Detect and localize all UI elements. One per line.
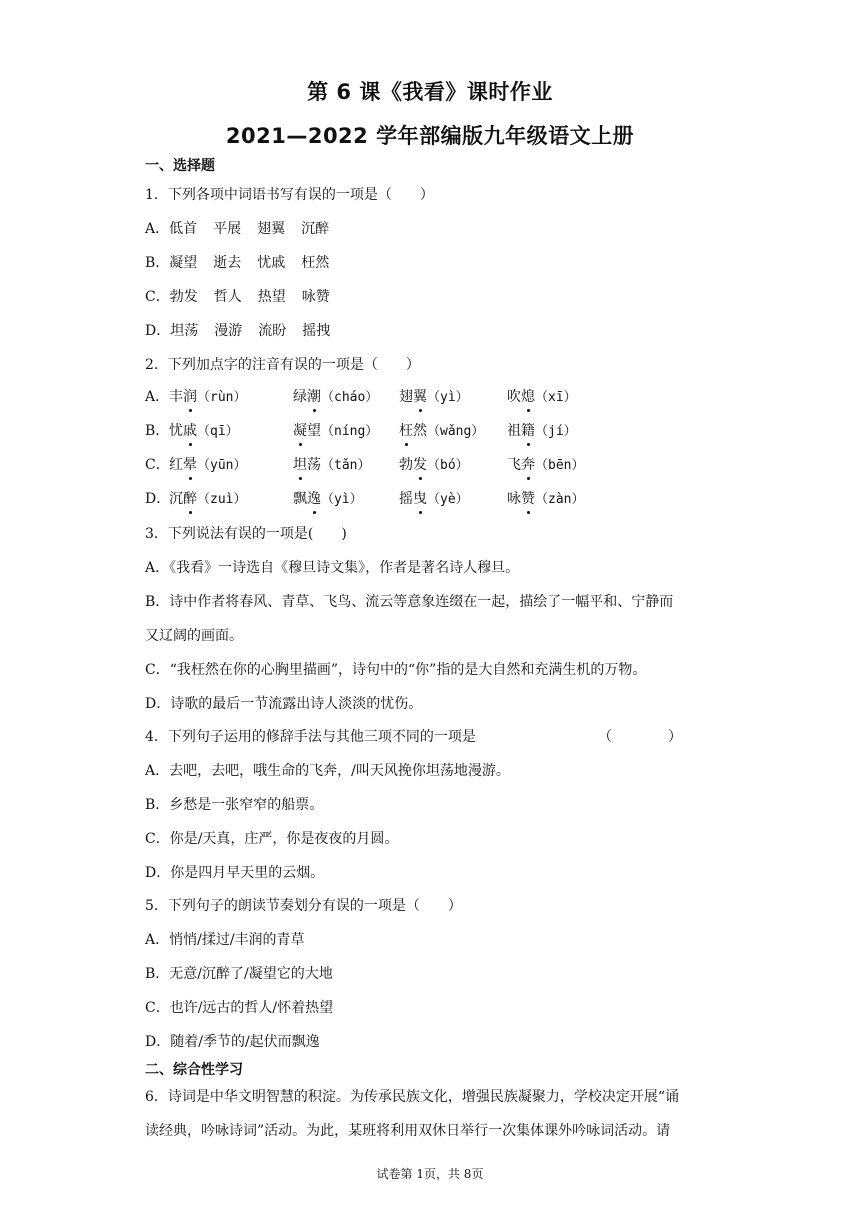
option-word: 勃发 (169, 289, 198, 305)
dotted-character: 枉 (399, 423, 413, 439)
option-label: A． (145, 389, 170, 405)
pinyin: （níng） (321, 424, 379, 439)
option-label: D． (145, 323, 171, 339)
pinyin-item (293, 421, 378, 442)
pinyin-item (399, 455, 469, 476)
question-1-option-c (145, 287, 346, 307)
question-1-option-a (145, 219, 345, 239)
pinyin-item (169, 387, 246, 408)
word-prefix: 咏 (507, 491, 521, 507)
option-label: B． (145, 423, 170, 439)
option-label: C． (145, 289, 170, 305)
section-heading-choice: 一、选择题 (145, 158, 215, 174)
pinyin: （zuì） (197, 492, 247, 507)
dotted-character: 曳 (413, 491, 427, 507)
word-prefix: 绿 (293, 389, 307, 405)
word-prefix: 忧 (169, 423, 183, 439)
dotted-character: 凝 (293, 423, 307, 439)
question-5-option-a: A．悄悄/揉过/丰润的青草 (145, 932, 305, 948)
word-prefix: 丰 (169, 389, 183, 405)
pinyin-item (399, 387, 469, 408)
pinyin-item (293, 489, 363, 510)
question-5-stem: 5．下列句子的朗读节奏划分有误的一项是（ ） (145, 898, 462, 914)
pinyin-item (507, 421, 577, 442)
option-word: 凝望 (169, 255, 198, 271)
word-prefix: 红 (169, 457, 183, 473)
pinyin-item (507, 489, 584, 510)
pinyin: （rùn） (197, 390, 247, 405)
pinyin-item (507, 387, 577, 408)
pinyin-item (507, 455, 584, 476)
option-label: C． (145, 457, 170, 473)
dotted-character: 籍 (521, 423, 535, 439)
question-4-option-b: B．乡愁是一张窄窄的船票。 (145, 797, 324, 813)
question-5-option-c: C．也许/远古的哲人/怀着热望 (145, 1000, 334, 1016)
dotted-character: 晕 (183, 457, 197, 473)
word-prefix: 飘 (293, 491, 307, 507)
question-4-option-c: C．你是/天真，庄严，你是夜夜的月圆。 (145, 831, 399, 847)
pinyin-item (293, 455, 370, 476)
dotted-character: 奔 (521, 457, 535, 473)
word-prefix: 勃 (399, 457, 413, 473)
option-word: 翅翼 (257, 221, 286, 237)
pinyin: （jí） (535, 424, 577, 439)
word-suffix: 荡 (307, 457, 321, 473)
option-word: 热望 (257, 289, 286, 305)
question-4-stem: 4．下列句子运用的修辞手法与其他三项不同的一项是 (145, 729, 476, 745)
dotted-character: 坦 (293, 457, 307, 473)
question-5-option-d: D．随着/季节的/起伏而飘逸 (145, 1034, 320, 1050)
dotted-character: 逸 (307, 491, 321, 507)
section-heading-comprehensive: 二、综合性学习 (145, 1062, 243, 1078)
word-prefix: 摇 (399, 491, 413, 507)
option-word: 逝去 (213, 255, 242, 271)
question-3-option-b: B．诗中作者将春风、青草、飞鸟、流云等意象连缀在一起，描绘了一幅平和、宁静而 (145, 594, 674, 610)
option-word: 枉然 (301, 255, 330, 271)
word-suffix: 然 (413, 423, 427, 439)
question-3-stem: 3．下列说法有误的一项是( ) (145, 526, 347, 542)
question-1-option-d (145, 321, 346, 341)
pinyin: （yè） (427, 492, 469, 507)
pinyin: （yì） (321, 492, 363, 507)
option-word: 漫游 (214, 323, 243, 339)
pinyin: （xī） (535, 390, 577, 405)
pinyin: （cháo） (321, 390, 379, 405)
pinyin-item (169, 421, 239, 442)
option-label: A． (145, 221, 170, 237)
pinyin-item (293, 387, 378, 408)
dotted-character: 赞 (521, 491, 535, 507)
option-word: 忧戚 (257, 255, 286, 271)
pinyin: （yì） (427, 390, 469, 405)
dotted-character: 润 (183, 389, 197, 405)
option-word: 平展 (213, 221, 242, 237)
question-3-option-d: D．诗歌的最后一节流露出诗人淡淡的忧伤。 (145, 696, 423, 712)
question-3-option-b-continued: 又辽阔的画面。 (145, 628, 243, 644)
word-prefix: 飞 (507, 457, 521, 473)
word-prefix: 沉 (169, 491, 183, 507)
pinyin: （bó） (427, 458, 469, 473)
word-prefix: 吹 (507, 389, 521, 405)
dotted-character: 翼 (413, 389, 427, 405)
page-subtitle: 2021—2022 学年部编版九年级语文上册 (225, 124, 635, 148)
question-3-option-c: C．“我枉然在你的心胸里描画”，诗句中的“你”指的是大自然和充满生机的万物。 (145, 662, 647, 678)
option-word: 摇拽 (302, 323, 331, 339)
word-suffix: 望 (307, 423, 321, 439)
pinyin-item (399, 489, 469, 510)
pinyin: （yūn） (197, 458, 247, 473)
pinyin: （zàn） (535, 492, 585, 507)
option-label: D． (145, 491, 171, 507)
dotted-character: 发 (413, 457, 427, 473)
pinyin: （bēn） (535, 458, 585, 473)
question-4-option-a: A．去吧，去吧，哦生命的飞奔，/叫天风挽你坦荡地漫游。 (145, 763, 510, 779)
page-footer: 试卷第 1页，共 8页 (376, 1167, 484, 1181)
question-1-option-b (145, 253, 345, 273)
option-word: 坦荡 (170, 323, 199, 339)
option-word: 哲人 (213, 289, 242, 305)
question-6-line-1: 6．诗词是中华文明智慧的积淀。为传承民族文化，增强民族凝聚力，学校决定开展“诵 (145, 1089, 680, 1105)
question-4-answer-paren: （ ） (598, 729, 682, 745)
question-4-option-d: D．你是四月早天里的云烟。 (145, 865, 325, 881)
option-word: 低首 (169, 221, 198, 237)
dotted-character: 潮 (307, 389, 321, 405)
question-5-option-b: B．无意/沉醉了/凝望它的大地 (145, 966, 333, 982)
option-word: 流盼 (258, 323, 287, 339)
pinyin: （qī） (197, 424, 239, 439)
option-word: 咏赞 (301, 289, 330, 305)
option-word: 沉醉 (301, 221, 330, 237)
pinyin-item (169, 455, 246, 476)
pinyin: （wǎng） (427, 424, 485, 439)
question-6-line-2: 读经典，吟咏诗词”活动。为此，某班将利用双休日举行一次集体课外吟咏词活动。请 (145, 1123, 671, 1139)
word-prefix: 翅 (399, 389, 413, 405)
dotted-character: 戚 (183, 423, 197, 439)
option-label: B． (145, 255, 170, 271)
question-2-stem: 2．下列加点字的注音有误的一项是（ ） (145, 357, 420, 373)
page-title: 第 6 课《我看》课时作业 (307, 80, 553, 104)
question-3-option-a: A．《我看》一诗选自《穆旦诗文集》，作者是著名诗人穆旦。 (145, 560, 520, 576)
dotted-character: 熄 (521, 389, 535, 405)
pinyin-item (399, 421, 484, 442)
dotted-character: 醉 (183, 491, 197, 507)
pinyin-item (169, 489, 246, 510)
question-1-stem: 1．下列各项中词语书写有误的一项是（ ） (145, 187, 434, 203)
pinyin: （tǎn） (321, 458, 371, 473)
word-prefix: 祖 (507, 423, 521, 439)
